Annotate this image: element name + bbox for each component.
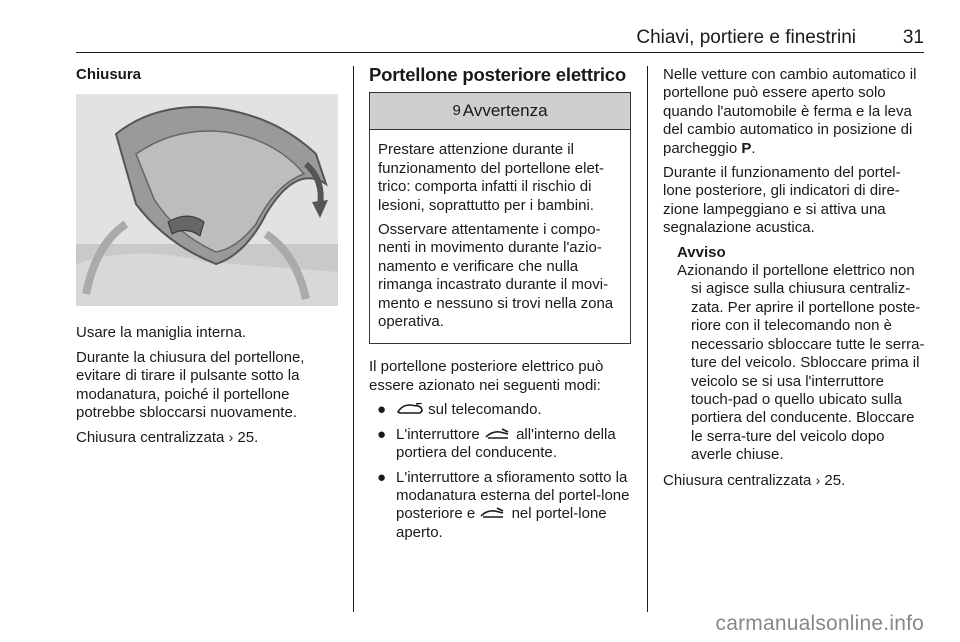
warning-paragraph-1: Prestare attenzione durante il funzionamento del portellone elet-trico: comporta infatti il rischio di lesioni, soprattutto per i bambini. (378, 141, 604, 214)
warning-header (370, 93, 630, 130)
paragraph-automatic-gearbox (663, 66, 925, 158)
column-divider-2 (647, 66, 648, 612)
section-heading-chiusura: Chiusura (76, 66, 142, 83)
column-1 (76, 66, 338, 454)
column-3 (663, 66, 925, 496)
paragraph-indicators: Durante il funzionamento del portel-lone posteriore, gli indicatori di dire-zione lampeggiano e si attiva una segnalazione acustica. (663, 164, 901, 237)
header-rule (76, 52, 924, 53)
note-title: Avviso (677, 243, 726, 261)
warning-paragraph-2: Osservare attentamente i compo-nenti in movimento durante l'azio-namento e verificare che nulla rimanga incastrato durante il movi-mento e nessuno si trovi nella zona operativa. (378, 221, 614, 331)
period: . (751, 139, 756, 157)
automatic-text: Nelle vetture con cambio automatico il portellone può essere aperto solo quando l'automobile è ferma e la leva del cambio automatico in posizione di parcheggio (663, 66, 917, 157)
bullet: ● (377, 401, 387, 419)
park-position-label: P (741, 139, 752, 157)
bullet-text-switch-post: all'interno della portiera del conducente. (396, 425, 616, 462)
bullet-text-switch-pre: L'interruttore (396, 425, 480, 443)
warning-box (369, 92, 631, 344)
bullet-text-touchpad-post: nel portel-lone aperto. (396, 505, 607, 541)
ref-text: Chiusura centralizzata (663, 471, 812, 489)
paragraph-central-locking-ref (76, 428, 338, 447)
bullet: ● (377, 468, 387, 486)
arrow-ref-icon: › (815, 471, 821, 488)
page-header-title: Chiavi, portiere e finestrini (636, 27, 856, 48)
paragraph-use-handle: Usare la maniglia interna. (76, 324, 247, 342)
arrow-ref-icon: › (228, 429, 234, 446)
note-block (663, 244, 925, 465)
tailgate-switch-icon (479, 507, 507, 519)
list-item (369, 401, 631, 419)
car-tailgate-icon (396, 403, 424, 415)
column-divider-1 (353, 66, 354, 612)
bullet-text-touchpad-pre: L'interruttore a sfioramento sotto la modanatura esterna del portel-lone posteriore e (396, 468, 630, 523)
warning-triangle-icon: 9 (452, 102, 461, 120)
list-item (369, 469, 631, 543)
tailgate-switch-icon (484, 428, 512, 440)
paragraph-central-locking-ref-2 (663, 471, 925, 490)
column-2 (369, 66, 631, 548)
ref-page-link[interactable]: 25. (824, 471, 846, 489)
tailgate-illustration (76, 94, 338, 306)
bullet: ● (377, 425, 387, 443)
warning-title: Avvertenza (462, 101, 548, 121)
paragraph-closing-warning: Durante la chiusura del portellone, evitare di tirare il pulsante sotto la modanatura, poiché il portellone potrebbe sbloccarsi nuovamente. (76, 348, 305, 422)
operation-methods-list (369, 401, 631, 542)
note-body: Azionando il portellone elettrico non si agisce sulla chiusura centraliz-zata. Per aprire il portellone poste-riore con il telecomando non è necessario sbloccare tutte le serra-ture del veicolo. Sbloccare prima il veicolo se si usa l'interruttore touch-pad o quello ubicato sulla portiera del conducente. Bloccare le serra-ture del veicolo dopo averle chiuse. (677, 262, 925, 464)
warning-body (370, 130, 630, 343)
bullet-text-remote: sul telecomando. (428, 401, 542, 419)
section-heading-power-tailgate: Portellone posteriore elettrico (369, 64, 626, 85)
watermark: carmanualsonline.info (715, 612, 924, 635)
operation-intro: Il portellone posteriore elettrico può essere azionato nei seguenti modi: (369, 358, 604, 394)
page-number: 31 (902, 27, 924, 48)
ref-text: Chiusura centralizzata (76, 429, 225, 447)
ref-page-link[interactable]: 25. (237, 429, 259, 447)
list-item (369, 426, 631, 463)
